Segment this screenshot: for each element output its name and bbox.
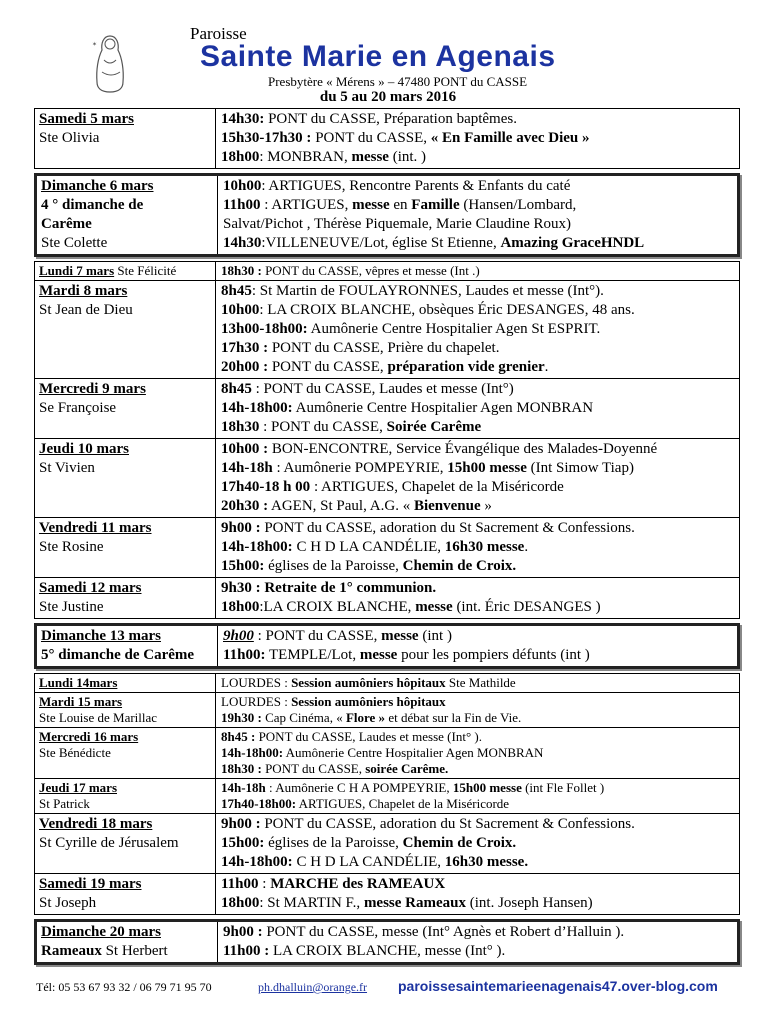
text-segment: :VILLENEUVE/Lot, église St Etienne, [261,235,501,251]
day-line [39,834,211,853]
text-segment: 16h30 messe [444,539,525,555]
event-line [221,579,734,598]
text-segment: 9h00 : [221,816,261,832]
text-segment: 14h-18h [221,460,273,476]
event-line [221,497,734,516]
text-segment: 11h00 [223,197,261,213]
text-segment: messe [352,197,390,213]
sunday-block [34,623,740,669]
text-segment: 11h00: [223,647,266,663]
text-segment: (Int Simow Tiap) [526,460,634,476]
event-line [221,301,734,320]
events-cell [218,922,737,962]
day-line [39,263,211,279]
text-segment: AGEN, St Paul, A.G. « [268,498,414,514]
text-segment: 18h30 : [221,263,262,278]
text-segment: 10h00 : [221,441,269,457]
text-segment: PONT du CASSE, Préparation baptêmes. [264,111,517,127]
day-line [39,282,211,301]
text-segment: : PONT du CASSE, [253,628,382,644]
text-segment: C H D LA CANDÉLIE, [292,539,445,555]
events-cell [216,779,739,813]
day-line [41,234,213,253]
text-segment: Ste Colette [41,235,108,251]
text-segment: Salvat/Pichot , Thérèse Piquemale, Marie Claudine Roux) [223,216,571,232]
page-title: Sainte Marie en Agenais [200,40,556,73]
day-cell [35,281,216,378]
day-cell [35,814,216,873]
day-cell [35,728,216,778]
day-line [39,129,211,148]
event-line [221,380,734,399]
event-line [221,675,734,691]
event-line [223,627,732,646]
day-line [41,923,213,942]
events-cell [216,518,739,577]
madonna-logo-icon [88,30,132,96]
schedule-row [35,727,739,778]
events-cell [216,578,739,618]
day-line [41,942,213,961]
text-segment: : ARTIGUES, [260,197,353,213]
text-segment: Aumônerie Centre Hospitalier Agen MONBRAN [283,745,544,760]
week-block [34,108,740,169]
event-line [221,538,734,557]
schedule-row [35,378,739,438]
text-segment: 14h30 [223,235,262,251]
event-line [221,815,734,834]
day-line [39,894,211,913]
text-segment: PONT du CASSE, vêpres et messe (Int .) [261,263,480,278]
text-segment: 16h30 messe. [444,854,529,870]
text-segment: Lundi 14mars [39,675,118,690]
events-cell [216,674,739,692]
event-line [221,418,734,437]
text-segment: 9h00 [223,628,254,644]
schedule-row [37,176,737,254]
schedule-row [35,280,739,378]
schedule-row [35,674,739,692]
week-block [34,673,740,915]
text-segment: Aumônerie Centre Hospitalier Agen St ESPRIT. [307,321,601,337]
sunday-block [34,173,740,257]
day-line [39,399,211,418]
text-segment: PONT du CASSE, [268,359,388,375]
text-segment: 19h30 : [221,710,262,725]
text-segment: 15h00 messe [452,780,522,795]
event-line [221,519,734,538]
text-segment: BON-ENCONTRE, Service Évangélique des Malades-Doyenné [268,441,658,457]
text-segment: Lundi 7 mars [39,263,115,278]
day-line [39,440,211,459]
date-range: du 5 au 20 mars 2016 [319,89,457,105]
text-segment: 15h00: [221,835,265,851]
event-line [221,339,734,358]
text-segment: églises de la Paroisse, [264,558,403,574]
events-cell [216,874,739,914]
text-segment: 17h30 : [221,340,269,356]
text-segment: 8h45 : [221,729,256,744]
text-segment: 8h45 [221,381,252,397]
event-line [221,729,734,745]
text-segment: pour les pompiers défunts (int ) [397,647,590,663]
text-segment: C H D LA CANDÉLIE, [292,854,445,870]
text-segment: 8h45 [221,283,252,299]
text-segment: (int ) [418,628,452,644]
day-cell [35,439,216,517]
day-cell [37,626,218,666]
text-segment: Aumônerie Centre Hospitalier Agen MONBRAN [292,400,594,416]
text-segment: 17h40-18 h 00 [221,479,311,495]
text-segment: 20h30 : [221,498,269,514]
text-segment: 14h-18h00: [221,400,293,416]
day-line [39,694,211,710]
day-line [39,729,211,745]
text-segment: 11h00 [221,876,259,892]
event-line [223,234,732,253]
text-segment: Flore » [345,710,386,725]
text-segment: ARTIGUES, Chapelet de la Miséricorde [296,796,510,811]
sunday-block [34,919,740,965]
text-segment: : ARTIGUES, Rencontre Parents & Enfants du caté [261,178,571,194]
text-segment: St Vivien [39,460,95,476]
text-segment: messe [415,599,453,615]
text-segment: 17h40-18h00: [221,796,297,811]
day-line [39,710,211,726]
text-segment: Mardi 15 mars [39,694,123,709]
schedule-row [35,517,739,577]
event-line [221,263,734,279]
event-line [221,745,734,761]
day-line [39,598,211,617]
text-segment: 13h00-18h00: [221,321,308,337]
text-segment: 18h00 [221,599,260,615]
text-segment: LOURDES : [221,675,292,690]
text-segment: St Herbert [101,943,168,959]
day-line [39,579,211,598]
day-cell [35,874,216,914]
events-cell [216,728,739,778]
text-segment: Jeudi 17 mars [39,780,117,795]
schedule-row [35,692,739,727]
parish-label: Paroisse [190,24,247,43]
event-line [221,110,734,129]
schedule-row [37,626,737,666]
event-line [221,129,734,148]
text-segment: Dimanche 20 mars [41,924,161,940]
event-line [221,853,734,872]
text-segment: 14h-18h00: [221,854,293,870]
events-cell [216,109,739,168]
text-segment: LA CROIX BLANCHE, messe (Int° ). [269,943,506,959]
text-segment: Mardi 8 mars [39,283,128,299]
day-line [39,110,211,129]
text-segment: 20h00 : [221,359,269,375]
day-line [39,538,211,557]
text-segment: Rameaux [41,943,102,959]
day-cell [35,578,216,618]
text-segment: 9h00 : [223,924,263,940]
day-line [41,177,213,196]
text-segment: Session aumôniers hôpitaux [291,694,446,709]
day-line [39,875,211,894]
text-segment: : Aumônerie POMPEYRIE, [272,460,448,476]
text-segment: et débat sur la Fin de Vie. [385,710,522,725]
text-segment: Famille [411,197,460,213]
text-segment: 15h30-17h30 : [221,130,312,146]
text-segment: « En Famille avec Dieu » [430,130,590,146]
text-segment: messe [359,647,398,663]
schedule-row [35,873,739,914]
text-segment: 18h30 [221,419,260,435]
text-segment: : ARTIGUES, Chapelet de la Miséricorde [310,479,564,495]
email-link[interactable]: ph.dhalluin@orange.fr [258,980,368,994]
text-segment: Ste Rosine [39,539,104,555]
event-line [221,478,734,497]
text-segment: : St Martin de FOULAYRONNES, Laudes et messe (Int°). [251,283,604,299]
text-segment: Amazing GraceHNDL [500,235,645,251]
event-line [221,148,734,167]
text-segment: préparation vide grenier [387,359,545,375]
text-segment: Chemin de Croix. [402,835,517,851]
event-line [223,923,732,942]
text-segment: Samedi 19 mars [39,876,142,892]
day-line [39,815,211,834]
text-segment: 15h00: [221,558,265,574]
page-header [0,0,776,108]
text-segment: Jeudi 10 mars [39,441,129,457]
text-segment: St Cyrille de Jérusalem [39,835,179,851]
text-segment: (Hansen/Lombard, [459,197,577,213]
day-cell [35,693,216,727]
day-line [39,301,211,320]
text-segment: : PONT du CASSE, [259,419,387,435]
page-footer [0,976,776,1000]
text-segment: (int. Éric DESANGES ) [452,599,601,615]
day-line [41,196,213,215]
text-segment: Dimanche 6 mars [41,178,154,194]
schedule-row [35,262,739,280]
text-segment: Carême [41,216,92,232]
events-cell [218,176,737,254]
text-segment: PONT du CASSE, Prière du chapelet. [268,340,500,356]
text-segment: : Aumônerie C H A POMPEYRIE, [265,780,453,795]
event-line [221,598,734,617]
text-segment: PONT du CASSE, adoration du St Sacrement & Confessions. [260,816,635,832]
blog-link[interactable]: paroissesaintemarieenagenais47.over-blog.com [398,978,718,994]
event-line [221,459,734,478]
event-line [221,440,734,459]
events-cell [216,379,739,438]
event-line [221,780,734,796]
text-segment: Soirée Carême [386,419,482,435]
text-segment: :LA CROIX BLANCHE, [259,599,416,615]
text-segment: Vendredi 11 mars [39,520,152,536]
text-segment: 4 ° dimanche de [41,197,144,213]
event-line [221,399,734,418]
schedule-row [35,778,739,813]
text-segment: TEMPLE/Lot, [265,647,360,663]
text-segment: Mercredi 9 mars [39,381,146,397]
schedule-row [35,438,739,517]
text-segment: LOURDES : [221,694,292,709]
day-cell [35,262,216,280]
text-segment: PONT du CASSE, messe (Int° Agnès et Robert d’Halluin ). [262,924,625,940]
text-segment: 18h30 : [221,761,262,776]
event-line [223,215,732,234]
schedule-row [35,109,739,168]
text-segment: : St MARTIN F., [259,895,364,911]
text-segment: 14h30: [221,111,265,127]
event-line [221,282,734,301]
day-line [39,675,211,691]
text-segment: Ste Justine [39,599,104,615]
day-cell [37,176,218,254]
day-cell [35,779,216,813]
text-segment: PONT du CASSE, [261,761,366,776]
text-segment: : PONT du CASSE, Laudes et messe (Int°) [251,381,514,397]
text-segment: en [389,197,412,213]
text-segment: messe [381,628,419,644]
event-line [223,646,732,665]
text-segment: » [480,498,492,514]
event-line [221,894,734,913]
text-segment: 15h00 messe [447,460,527,476]
events-cell [216,439,739,517]
text-segment: : [258,876,271,892]
event-line [221,557,734,576]
event-line [221,834,734,853]
text-segment: St Jean de Dieu [39,302,133,318]
day-line [41,215,213,234]
text-segment: Samedi 5 mars [39,111,134,127]
day-line [39,796,211,812]
events-cell [216,693,739,727]
text-segment: 9h00 : [221,520,261,536]
text-segment: églises de la Paroisse, [264,835,403,851]
text-segment: Ste Mathilde [445,675,516,690]
text-segment: Ste Olivia [39,130,100,146]
text-segment: : LA CROIX BLANCHE, obsèques Éric DESANGES, 48 ans. [259,302,635,318]
schedule-row [37,922,737,962]
text-segment: : MONBRAN, [259,149,352,165]
text-segment: . [544,359,549,375]
day-cell [35,674,216,692]
text-segment: messe [351,149,389,165]
event-line [223,196,732,215]
svg-text:✶: ✶ [92,41,98,48]
text-segment: Mercredi 16 mars [39,729,139,744]
text-segment: 9h30 : Retraite de 1° communion. [221,580,437,596]
text-segment: MARCHE des RAMEAUX [270,876,446,892]
text-segment: 18h00 [221,895,260,911]
day-line [41,646,213,665]
text-segment: 11h00 : [223,943,270,959]
day-cell [35,379,216,438]
text-segment: Session aumôniers hôpitaux [291,675,446,690]
schedule-row [35,813,739,873]
text-segment: Dimanche 13 mars [41,628,161,644]
text-segment: 5° dimanche de Carême [41,647,195,663]
events-cell [216,814,739,873]
text-segment: PONT du CASSE, adoration du St Sacrement & Confessions. [260,520,635,536]
text-segment: 14h-18h00: [221,745,284,760]
text-segment: Bienvenue [413,498,481,514]
text-segment: (int. ) [388,149,427,165]
day-line [39,745,211,761]
text-segment: Se Françoise [39,400,117,416]
day-cell [37,922,218,962]
day-cell [35,518,216,577]
schedule-table [34,108,740,969]
event-line [221,796,734,812]
text-segment: Ste Louise de Marillac [39,710,158,725]
presbytery-address: Presbytère « Mérens » – 47480 PONT du CASSE [268,74,528,89]
event-line [221,710,734,726]
day-line [39,780,211,796]
day-line [39,459,211,478]
event-line [221,761,734,777]
text-segment: (int Fle Follet ) [521,780,605,795]
text-segment: St Joseph [39,895,97,911]
events-cell [216,281,739,378]
text-segment: Samedi 12 mars [39,580,142,596]
day-line [39,519,211,538]
text-segment: 14h-18h [221,780,266,795]
phone-numbers: Tél: 05 53 67 93 32 / 06 79 71 95 70 [36,980,212,994]
events-cell [216,262,739,280]
text-segment: Vendredi 18 mars [39,816,153,832]
day-line [41,627,213,646]
schedule-row [35,577,739,618]
events-cell [218,626,737,666]
text-segment: 10h00 [221,302,260,318]
event-line [221,358,734,377]
event-line [223,177,732,196]
text-segment: St Patrick [39,796,90,811]
week-block [34,261,740,619]
text-segment: Chemin de Croix. [402,558,517,574]
text-segment: Cap Cinéma, « [261,710,346,725]
text-segment: PONT du CASSE, Laudes et messe (Int° ). [255,729,482,744]
text-segment: soirée Carême. [365,761,449,776]
text-segment: messe Rameaux [363,895,467,911]
event-line [221,694,734,710]
text-segment: Ste Félicité [114,263,177,278]
text-segment: 14h-18h00: [221,539,293,555]
day-line [39,380,211,399]
text-segment: PONT du CASSE, [311,130,431,146]
event-line [223,942,732,961]
text-segment: 10h00 [223,178,262,194]
text-segment: . [524,539,529,555]
event-line [221,875,734,894]
text-segment: (int. Joseph Hansen) [466,895,593,911]
text-segment: 18h00 [221,149,260,165]
text-segment: Ste Bénédicte [39,745,111,760]
event-line [221,320,734,339]
day-cell [35,109,216,168]
